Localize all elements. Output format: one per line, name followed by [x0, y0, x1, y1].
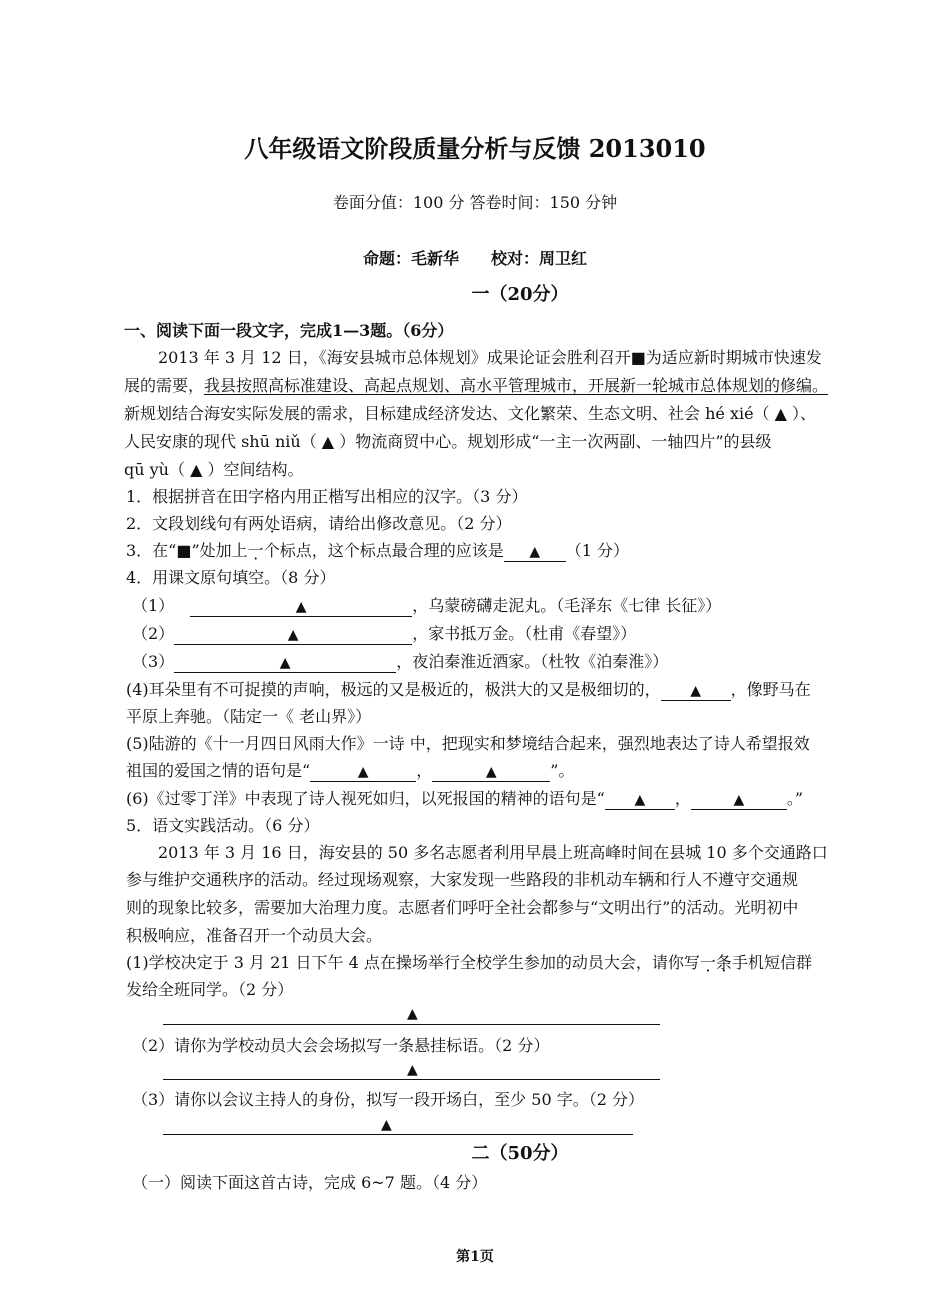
passage-line-2: [124, 376, 828, 396]
fill-text: ，乌蒙磅礴走泥丸。（毛泽东《七律 长征》）: [412, 596, 722, 615]
section-one-heading: 一（20分）: [471, 284, 569, 305]
fill-number: （1）: [132, 596, 175, 615]
question-4: 4．用课文原句填空。（8 分）: [126, 568, 336, 587]
triangle-icon: ▲: [279, 655, 291, 671]
passage-line-4: 人民安康的现代 shū niǔ（ ▲ ）物流商贸中心。规划形成“一主一次两副、一轴四片”的县级: [124, 432, 772, 451]
activity-line-3: 则的现象比较多，需要加大治理力度。志愿者们呼吁全社会都参与“文明出行”的活动。光明初中: [126, 898, 799, 917]
answer-blank[interactable]: [310, 762, 416, 782]
sub-question-2: （2）请你为学校动员大会会场拟写一条悬挂标语。（2 分）: [132, 1036, 550, 1055]
question-text: （1 分）: [565, 541, 629, 560]
answer-blank[interactable]: [605, 790, 675, 810]
question-text: 手机短信群: [731, 953, 812, 972]
question-text: 2．文段划线句有两: [126, 514, 265, 533]
fill-text: (4)耳朵里有不可捉摸的声响，极远的又是极近的，极洪大的又是极细切的，: [126, 680, 661, 699]
triangle-icon: ▲: [690, 683, 702, 699]
fill-line-4-cont: 平原上奔驰。（陆定一《 老山界》）: [126, 707, 372, 726]
fill-text: 祖国的爱国之情的语句是“: [126, 761, 311, 780]
triangle-icon: ▲: [287, 627, 299, 643]
activity-line-4: 积极响应，准备召开一个动员大会。: [126, 926, 383, 945]
activity-line-2: 参与维护交通秩序的活动。经过现场观察，大家发现一些路段的非机动车辆和行人不遵守交通规: [126, 870, 799, 889]
answer-blank[interactable]: [691, 790, 787, 810]
fill-text: ”。: [550, 761, 575, 780]
triangle-icon: ▲: [407, 1062, 418, 1078]
question-5: 5．语文实践活动。（6 分）: [126, 816, 320, 835]
passage-text: 展的需要，: [124, 376, 205, 395]
triangle-icon: ▲: [295, 599, 307, 615]
fill-line-6: [126, 789, 803, 810]
fill-line-2: [132, 624, 636, 645]
question-1: 1．根据拼音在田字格内用正楷写出相应的汉字。（3 分）: [126, 487, 528, 506]
fill-text: (6)《过零丁洋》中表现了诗人视死如归，以死报国的精神的语句是“: [126, 789, 605, 808]
emphasis-char: 条: [715, 953, 732, 972]
exam-info: 卷面分值：100 分 答卷时间：150 分钟: [332, 193, 618, 212]
answer-blank[interactable]: [174, 653, 396, 673]
answer-blank[interactable]: [174, 625, 412, 645]
fill-text: ，家书抵万金。（杜甫《春望》）: [412, 624, 637, 643]
emphasis-char: 处: [264, 514, 281, 533]
triangle-icon: ▲: [407, 1006, 418, 1022]
fill-text: ，夜泊秦淮近酒家。（杜牧《泊秦淮》）: [396, 652, 669, 671]
triangle-icon: ▲: [733, 792, 745, 808]
emphasis-char: 一: [699, 953, 716, 972]
fill-line-5-cont: [126, 761, 574, 782]
fill-text: 。”: [786, 789, 804, 808]
fill-line-5: (5)陆游的《十一月四日风雨大作》一诗 中，把现实和梦境结合起来，强烈地表达了诗人希望报效: [126, 734, 810, 753]
fill-number: （2）: [132, 624, 175, 643]
question-text: (1)学校决定于 3 月 21 日下午 4 点在操场举行全校学生参加的动员大会，请你写: [126, 953, 700, 972]
sub-question-1-cont: 发给全班同学。（2 分）: [126, 980, 294, 999]
emphasis-char: 一: [247, 541, 264, 560]
passage-line-3: 新规划结合海安实际发展的需求，目标建成经济发达、文化繁荣、生态文明、社会 hé xié（ ▲ ）、: [124, 404, 817, 423]
triangle-icon: ▲: [529, 544, 541, 560]
fill-text: ，: [416, 761, 433, 780]
fill-line-3: [132, 652, 668, 673]
page-number: 第1页: [456, 1249, 494, 1265]
fill-line-1: [132, 596, 721, 617]
part-one-title: 一、阅读下面一段文字，完成1—3题。（6分）: [124, 321, 454, 340]
answer-blank[interactable]: [504, 542, 566, 562]
triangle-icon: ▲: [485, 764, 497, 780]
exam-authors: 命题：毛新华 校对：周卫红: [362, 249, 587, 268]
section-two-intro: （一）阅读下面这首古诗，完成 6~7 题。（4 分）: [132, 1173, 488, 1192]
fill-text: ，: [674, 789, 691, 808]
sub-question-1: [126, 953, 812, 973]
fill-text: ，像野马在: [730, 680, 811, 699]
section-two-heading: 二（50分）: [471, 1143, 569, 1164]
passage-line-5: qū yù（ ▲ ）空间结构。: [124, 460, 304, 479]
question-2: [126, 514, 511, 534]
answer-line[interactable]: [163, 1134, 633, 1135]
answer-line[interactable]: [163, 1079, 660, 1080]
question-text: 语病，请给出修改意见。（2 分）: [280, 514, 512, 533]
question-text: 个标点，这个标点最合理的应该是: [263, 541, 504, 560]
question-text: 3．在“■”处加上: [126, 541, 248, 560]
answer-blank[interactable]: [661, 681, 731, 701]
answer-blank[interactable]: [190, 597, 412, 617]
passage-line-1: 2013 年 3 月 12 日，《海安县城市总体规划》成果论证会胜利召开■为适应新时期城市快速发: [158, 348, 822, 367]
sub-question-3: （3）请你以会议主持人的身份，拟写一段开场白，至少 50 字。（2 分）: [132, 1090, 644, 1109]
activity-line-1: 2013 年 3 月 16 日，海安县的 50 多名志愿者利用早晨上班高峰时间在县城 10 多个交通路口: [158, 843, 828, 862]
underlined-sentence: 我县按照高标准建设、高起点规划、高水平管理城市，开展新一轮城市总体规划的修编。: [204, 376, 829, 395]
question-3: [126, 541, 629, 562]
answer-line[interactable]: [163, 1024, 660, 1025]
fill-number: （3）: [132, 652, 175, 671]
triangle-icon: ▲: [381, 1117, 392, 1133]
fill-line-4: [126, 680, 811, 701]
triangle-icon: ▲: [357, 764, 369, 780]
answer-blank[interactable]: [432, 762, 550, 782]
page-title: 八年级语文阶段质量分析与反馈 2013010: [244, 134, 706, 163]
triangle-icon: ▲: [634, 792, 646, 808]
